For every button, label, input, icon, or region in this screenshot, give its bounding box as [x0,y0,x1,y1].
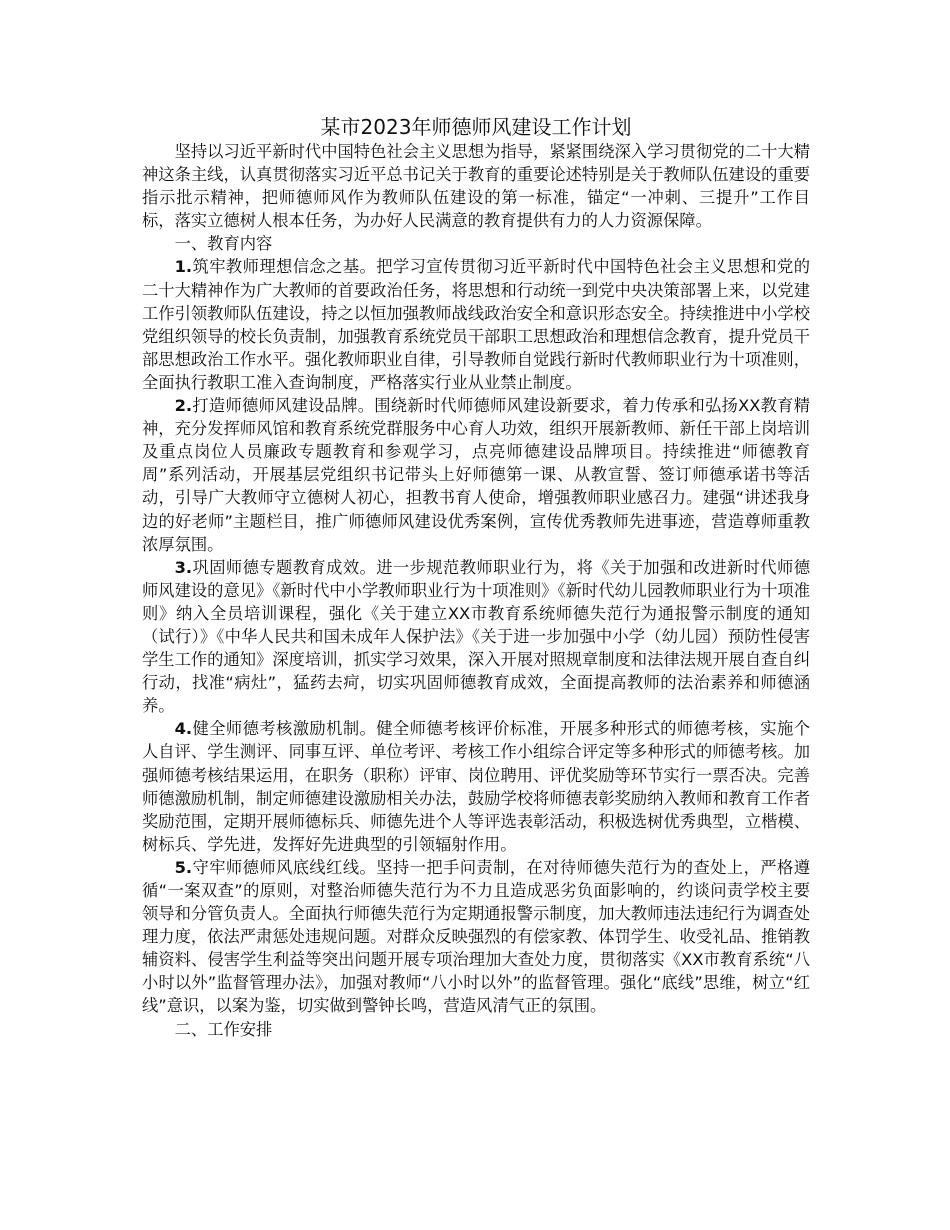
section-heading-2: 二、工作安排 [174,1019,273,1039]
item-number: 3. [174,557,193,577]
item-paragraph-5 [142,856,810,1018]
item-number: 5. [174,857,193,877]
intro-paragraph: 坚持以习近平新时代中国特色社会主义思想为指导，紧紧围绕深入学习贯彻党的二十大精神这条主线，认真贯彻落实习近平总书记关于教育的重要论述特别是关于教师队伍建设的重要指示批示精神，把师德师风作为教师队伍建设的第一标准，锚定“一冲刺、三提升”工作目标，落实立德树人根本任务，为办好人民满意的教育提供有力的人力资源保障。 [142,142,810,231]
item-paragraph-1 [142,255,810,394]
item-number: 2. [174,396,193,416]
item-text: 健全师德考核激励机制。健全师德考核评价标准，开展多种形式的师德考核，实施个人自评、学生测评、同事互评、单位考评、考核工作小组综合评定等多种形式的师德考核。加强师德考核结果运用，在职务（职称）评审、岗位聘用、评优奖励等环节实行一票否决。完善师德激励机制，制定师德建设激励相关办法，鼓励学校将师德表彰奖励纳入教师和教育工作者奖励范围，定期开展师德标兵、师德先进个人等评选表彰活动，积极选树优秀典型，立楷模、树标兵、学先进，发挥好先进典型的引领辐射作用。 [142,719,810,854]
section-heading-1: 一、教育内容 [174,234,273,254]
document-title: 某市2023年师德师风建设工作计划 [320,115,632,139]
item-number: 4. [174,719,193,739]
item-text: 巩固师德专题教育成效。进一步规范教师职业行为，将《关于加强和改进新时代师德师风建设的意见》《新时代中小学教师职业行为十项准则》《新时代幼儿园教师职业行为十项准则》纳入全员培训课程，强化《关于建立XX市教育系统师德失范行为通报警示制度的通知（试行）》《中华人民共和国未成年人保护法》《关于进一步加强中小学（幼儿园）预防性侵害学生工作的通知》深度培训，抓实学习效果，深入开展对照规章制度和法律法规开展自查自纠行动，找准“病灶”，猛药去疴，切实巩固师德教育成效，全面提高教师的法治素养和师德涵养。 [142,557,810,716]
item-number: 1. [174,257,193,277]
item-text: 打造师德师风建设品牌。围绕新时代师德师风建设新要求，着力传承和弘扬XX教育精神，充分发挥师风馆和教育系统党群服务中心育人功效，组织开展新教师、新任干部上岗培训及重点岗位人员廉政专题教育和参观学习，点亮师德建设品牌项目。持续推进“师德教育周”系列活动，开展基层党组织书记带头上好师德第一课、从教宣誓、签订师德承诺书等活动，引导广大教师守立德树人初心，担教书育人使命，增强教师职业感召力。建强“讲述我身边的好老师”主题栏目，推广师德师风建设优秀案例，宣传优秀教师先进事迹，营造尊师重教浓厚氛围。 [142,396,810,554]
document-page [142,114,810,1041]
item-paragraph-2 [142,394,810,556]
item-text: 守牢师德师风底线红线。坚持一把手问责制，在对待师德失范行为的查处上，严格遵循“一案双查”的原则，对整治师德失范行为不力且造成恶劣负面影响的，约谈问责学校主要领导和分管负责人。全面执行师德失范行为定期通报警示制度，加大教师违法违纪行为调查处理力度，依法严肃惩处违规问题。对群众反映强烈的有偿家教、体罚学生、收受礼品、推销教辅资料、侵害学生利益等突出问题开展专项治理加大查处力度，贯彻落实《XX市教育系统“八小时以外”监督管理办法》，加强对教师“八小时以外”的监督管理。强化“底线”思维，树立“红线”意识，以案为鉴，切实做到警钟长鸣，营造风清气正的氛围。 [142,857,810,1016]
item-paragraph-4 [142,717,810,856]
item-text: 筑牢教师理想信念之基。把学习宣传贯彻习近平新时代中国特色社会主义思想和党的二十大精神作为广大教师的首要政治任务，将思想和行动统一到党中央决策部署上来，以党建工作引领教师队伍建设，持之以恒加强教师战线政治安全和意识形态安全。持续推进中小学校党组织领导的校长负责制，加强教育系统党员干部职工思想政治和理想信念教育，提升党员干部思想政治工作水平。强化教师职业自律，引导教师自觉践行新时代教师职业行为十项准则，全面执行教职工准入查询制度，严格落实行业从业禁止制度。 [142,257,810,392]
item-paragraph-3 [142,556,810,718]
